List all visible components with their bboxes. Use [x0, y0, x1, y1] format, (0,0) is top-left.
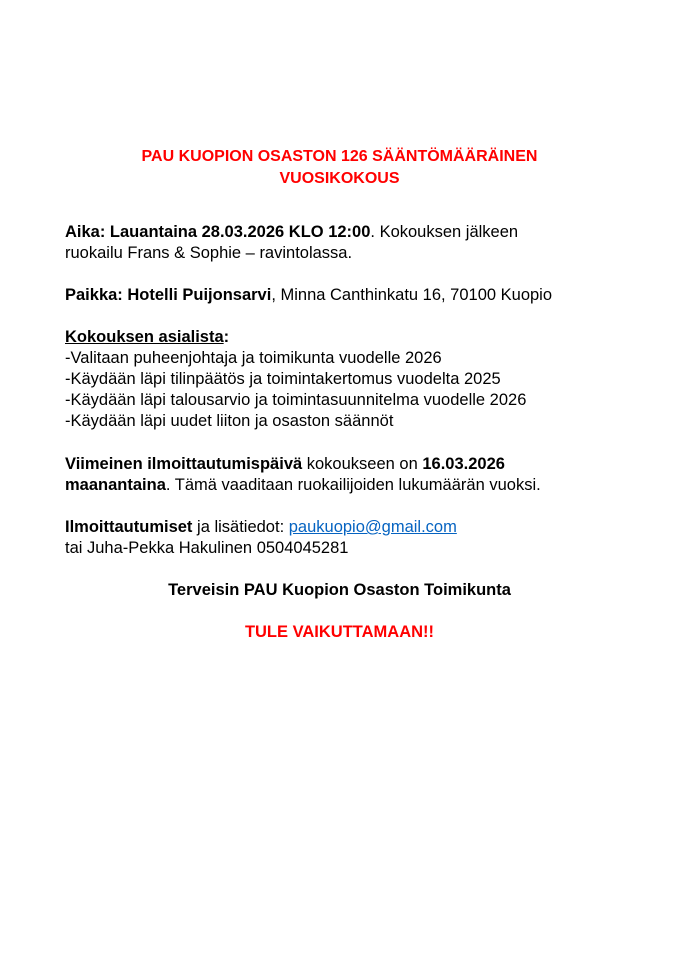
deadline-label: Viimeinen ilmoittautumispäivä [65, 455, 303, 473]
deadline-date: 16.03.2026 [422, 455, 505, 473]
agenda-item: -Valitaan puheenjohtaja ja toimikunta vuodelle 2026 [65, 349, 442, 367]
agenda-item: -Käydään läpi uudet liiton ja osaston säännöt [65, 412, 394, 430]
deadline-reason: . Tämä vaaditaan ruokailijoiden lukumäärän vuoksi. [165, 476, 541, 494]
time-label: Aika: Lauantaina 28.03.2026 KLO 12:00 [65, 223, 371, 241]
agenda-heading-colon: : [223, 328, 230, 346]
document-title-line-1: PAU KUOPION OSASTON 126 SÄÄNTÖMÄÄRÄINEN [141, 148, 538, 165]
registration-line [65, 517, 457, 538]
agenda-heading-line [65, 327, 229, 348]
deadline-text: kokoukseen on [302, 455, 423, 473]
alt-contact: tai Juha-Pekka Hakulinen 0504045281 [65, 539, 349, 557]
document-title-line-2: VUOSIKOKOUS [279, 170, 400, 187]
email-link[interactable]: paukuopio@gmail.com [288, 518, 457, 536]
call-to-action: TULE VAIKUTTAMAAN!! [244, 623, 435, 641]
place-text: , Minna Canthinkatu 16, 70100 Kuopio [271, 286, 553, 304]
agenda-heading: Kokouksen asialista [65, 328, 224, 346]
time-line [65, 222, 518, 243]
deadline-day: maanantaina [65, 476, 166, 494]
registration-text: ja lisätiedot: [192, 518, 289, 536]
time-line-2: ruokailu Frans & Sophie – ravintolassa. [65, 244, 353, 262]
place-line [65, 285, 552, 306]
deadline-line-2 [65, 475, 541, 496]
place-label: Paikka: Hotelli Puijonsarvi [65, 286, 272, 304]
greeting: Terveisin PAU Kuopion Osaston Toimikunta [168, 581, 511, 599]
time-text: . Kokouksen jälkeen [370, 223, 519, 241]
registration-label: Ilmoittautumiset [65, 518, 193, 536]
agenda-item: -Käydään läpi talousarvio ja toimintasuunnitelma vuodelle 2026 [65, 391, 527, 409]
deadline-line [65, 454, 505, 475]
agenda-item: -Käydään läpi tilinpäätös ja toimintakertomus vuodelta 2025 [65, 370, 501, 388]
